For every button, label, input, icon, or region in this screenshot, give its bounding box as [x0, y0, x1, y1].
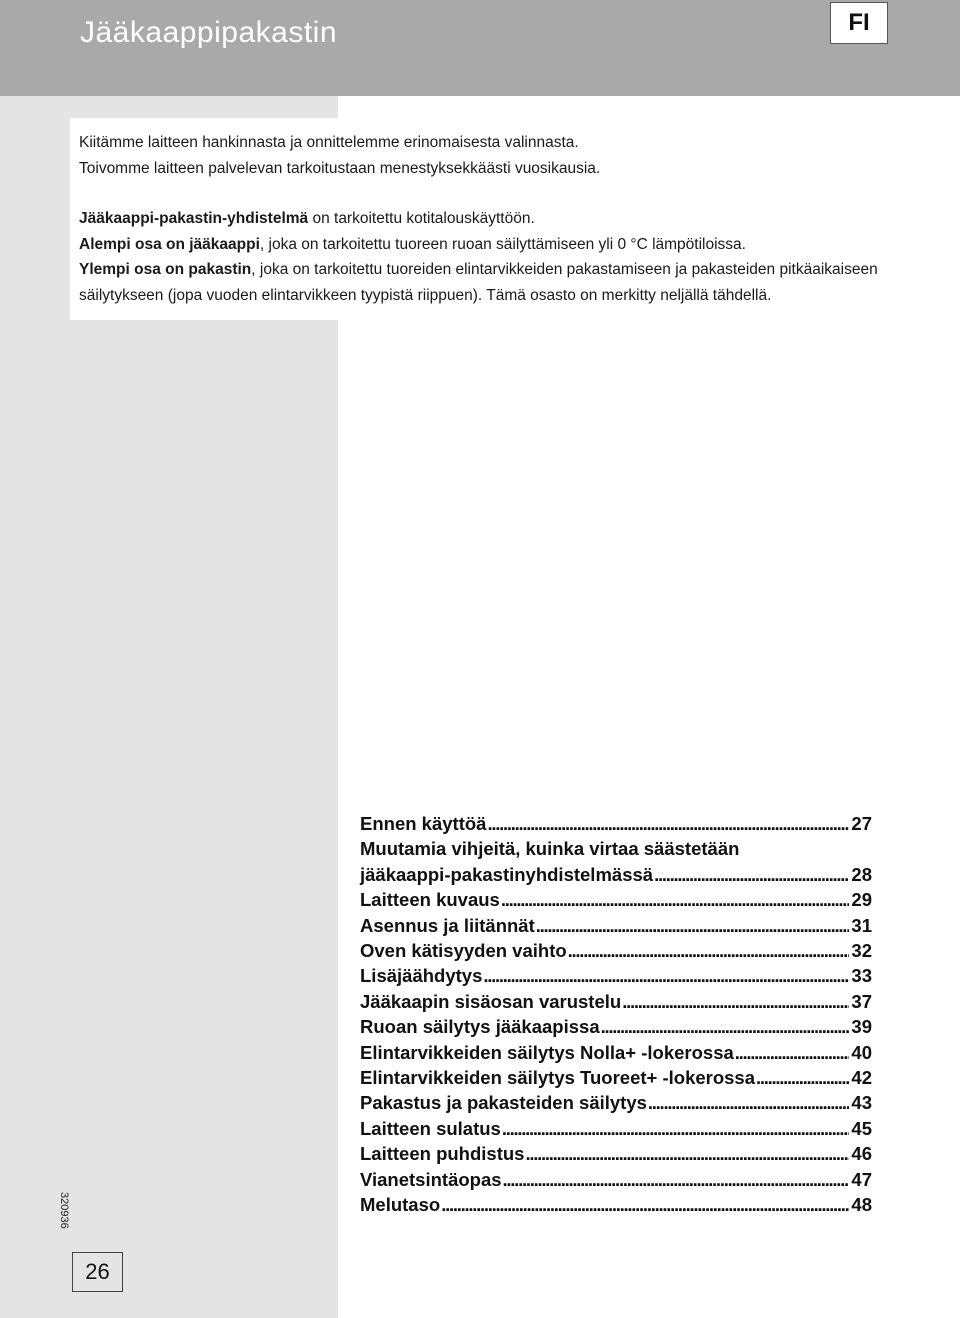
toc-item[interactable]: Vianetsintäopas . . . 47 — [360, 1167, 872, 1192]
intro-combo: Jääkaappi-pakastin-yhdistelmä on tarkoitettu kotitalouskäyttöön. — [79, 210, 535, 227]
intro-wish: Toivomme laitteen palvelevan tarkoitustaan menestyksekkäästi vuosikausia. — [79, 159, 601, 177]
toc-item-multiline[interactable]: Muutamia vihjeitä, kuinka virtaa säästetään jääkaappi-pakastinyhdistelmässä . . . 28 — [360, 836, 872, 887]
toc-item[interactable]: Ennen käyttöä . . . 27 — [360, 811, 872, 836]
page-number: 26 — [72, 1252, 123, 1292]
toc-item[interactable]: Laitteen puhdistus . . . 46 — [360, 1141, 872, 1166]
toc-item[interactable]: Lisäjäähdytys . . . 33 — [360, 963, 872, 988]
page-header — [0, 0, 960, 96]
toc-item[interactable]: Elintarvikkeiden säilytys Tuoreet+ -lokerossa . . . 42 — [360, 1065, 872, 1090]
document-code: 320936 — [58, 1192, 70, 1229]
language-badge: FI — [830, 2, 888, 44]
toc-item[interactable]: Ruoan säilytys jääkaapissa . . . 39 — [360, 1014, 872, 1039]
toc-item[interactable]: Laitteen kuvaus . . . 29 — [360, 887, 872, 912]
intro-thanks: Kiitämme laitteen hankinnasta ja onnittelemme erinomaisesta valinnasta. — [79, 134, 579, 151]
toc-item[interactable]: Elintarvikkeiden säilytys Nolla+ -lokerossa . . . 40 — [360, 1040, 872, 1065]
page-title: Jääkaappipakastin — [80, 16, 338, 49]
toc-item[interactable]: Pakastus ja pakasteiden säilytys . . . 43 — [360, 1090, 872, 1115]
toc-item[interactable]: Jääkaapin sisäosan varustelu . . . 37 — [360, 989, 872, 1014]
intro-freezer: Ylempi osa on pakastin, joka on tarkoitettu tuoreiden elintarvikkeiden pakastamiseen ja pakasteiden pitkäaikaiseen säilytykseen (jopa vuoden elintarvikkeen tyypistä riippuen). Tämä osasto on merkitty neljällä tähdellä. — [79, 261, 878, 304]
intro-text — [70, 118, 900, 320]
toc-item[interactable]: Asennus ja liitännät . . . 31 — [360, 913, 872, 938]
intro-fridge: Alempi osa on jääkaappi, joka on tarkoitettu tuoreen ruoan säilyttämiseen yli 0 °C lämpötiloissa. — [79, 235, 746, 253]
table-of-contents — [360, 811, 872, 1218]
toc-item[interactable]: Oven kätisyyden vaihto . . . 32 — [360, 938, 872, 963]
toc-item[interactable]: Laitteen sulatus . . . 45 — [360, 1116, 872, 1141]
toc-item[interactable]: Melutaso . . . 48 — [360, 1192, 872, 1217]
